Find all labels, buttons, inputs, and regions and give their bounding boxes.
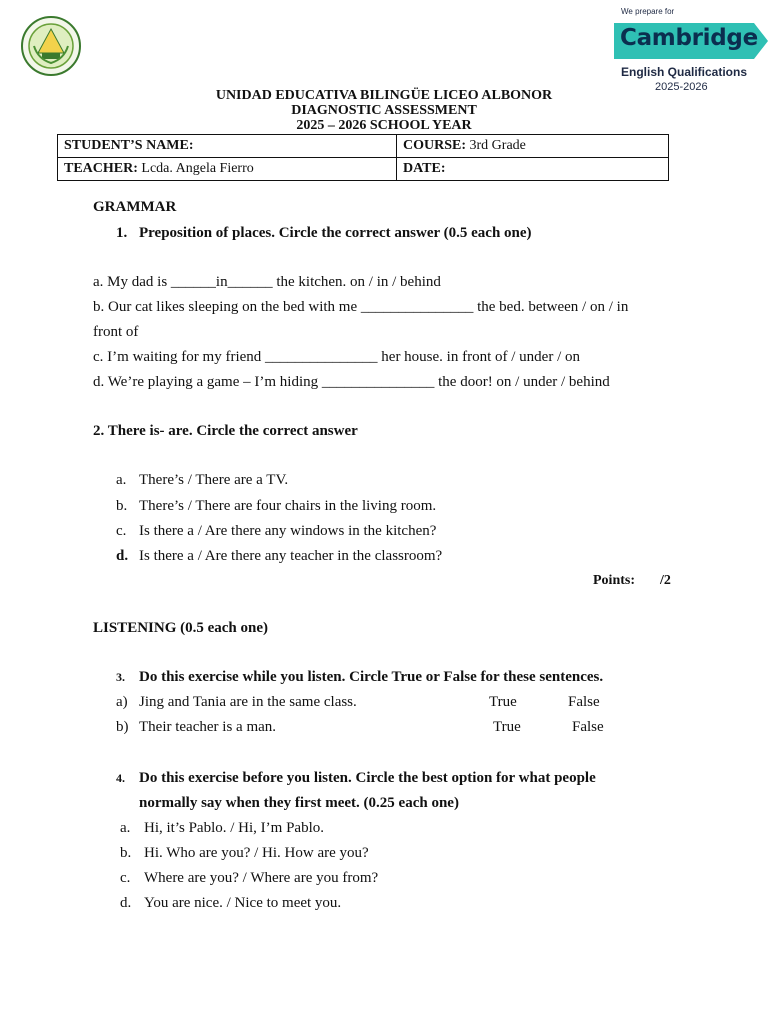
q3-title: Do this exercise while you listen. Circle True or False for these sentences. [139,669,604,685]
student-name-cell[interactable] [58,135,397,158]
points-label: Points: [593,573,635,588]
q1-title: Preposition of places. Circle the correct answer (0.5 each one) [139,225,532,241]
q2-title: 2. There is- are. Circle the correct answer [93,423,358,439]
q3-letter-b: b) [116,719,129,735]
q3-number: 3. [116,670,125,684]
school-logo [20,15,82,77]
q2-letter-c: c. [116,523,127,539]
q1-item-a: a. My dad is ______in______ the kitchen. on / in / behind [93,274,441,290]
cambridge-year: 2025-2026 [655,81,708,93]
q4-item-c: Where are you? / Where are you from? [144,870,379,886]
q2-item-b: There’s / There are four chairs in the living room. [139,498,437,514]
q4-item-d: You are nice. / Nice to meet you. [144,895,342,911]
q4-letter-a: a. [120,820,131,836]
cambridge-qualifications: English Qualifications [621,65,748,79]
q4-item-b: Hi. Who are you? / Hi. How are you? [144,845,369,861]
q4-number: 4. [116,771,125,785]
teacher-cell [58,158,397,181]
date-cell[interactable] [397,158,669,181]
q3-b-true[interactable]: True [493,719,521,735]
q4-letter-d: d. [120,895,132,911]
q3-b-false[interactable]: False [572,719,604,735]
q2-item-c: Is there a / Are there any windows in the kitchen? [139,523,437,539]
q2-item-d: Is there a / Are there any teacher in the classroom? [139,548,443,564]
q1-item-d: d. We’re playing a game – I’m hiding _______________ the door! on / under / behind [93,374,610,390]
teacher-label: TEACHER: [64,161,138,176]
q3-a-true[interactable]: True [489,694,517,710]
q3-a-false[interactable]: False [568,694,600,710]
cambridge-wordmark: Cambridge [620,25,758,51]
q4-letter-b: b. [120,845,132,861]
grammar-heading: GRAMMAR [93,199,177,215]
school-year: 2025 – 2026 SCHOOL YEAR [296,118,472,133]
school-name: UNIDAD EDUCATIVA BILINGÜE LICEO ALBONOR [215,88,553,103]
teacher-value: Lcda. Angela Fierro [141,161,254,176]
course-value: 3rd Grade [469,138,526,153]
course-cell[interactable] [397,135,669,158]
q1-item-c: c. I’m waiting for my friend _______________ her house. in front of / under / on [93,349,580,365]
q1-item-b: b. Our cat likes sleeping on the bed with me _______________ the bed. between / on / in [93,299,629,315]
q3-item-b: Their teacher is a man. [139,719,277,735]
points-value: /2 [660,573,671,588]
q3-item-a: Jing and Tania are in the same class. [139,694,357,710]
q4-item-a: Hi, it’s Pablo. / Hi, I’m Pablo. [144,820,324,836]
q4-title-line1: Do this exercise before you listen. Circle the best option for what people [139,770,596,786]
course-label: COURSE: [403,138,467,153]
cambridge-tagline: We prepare for [621,7,675,16]
q2-letter-d: d. [116,548,129,564]
q3-letter-a: a) [116,694,128,710]
q4-title-line2: normally say when they first meet. (0.25 each one) [139,795,459,811]
q2-item-a: There’s / There are a TV. [139,472,289,488]
listening-heading: LISTENING (0.5 each one) [93,620,269,636]
q1-number: 1. [116,225,128,241]
date-label: DATE: [403,161,446,176]
assessment-title: DIAGNOSTIC ASSESSMENT [291,103,477,118]
q1-item-b-cont: front of [93,324,139,340]
student-name-label: STUDENT’S NAME: [64,138,194,153]
student-info-table [57,134,669,181]
q2-letter-a: a. [116,472,127,488]
q4-letter-c: c. [120,870,131,886]
q2-letter-b: b. [116,498,128,514]
